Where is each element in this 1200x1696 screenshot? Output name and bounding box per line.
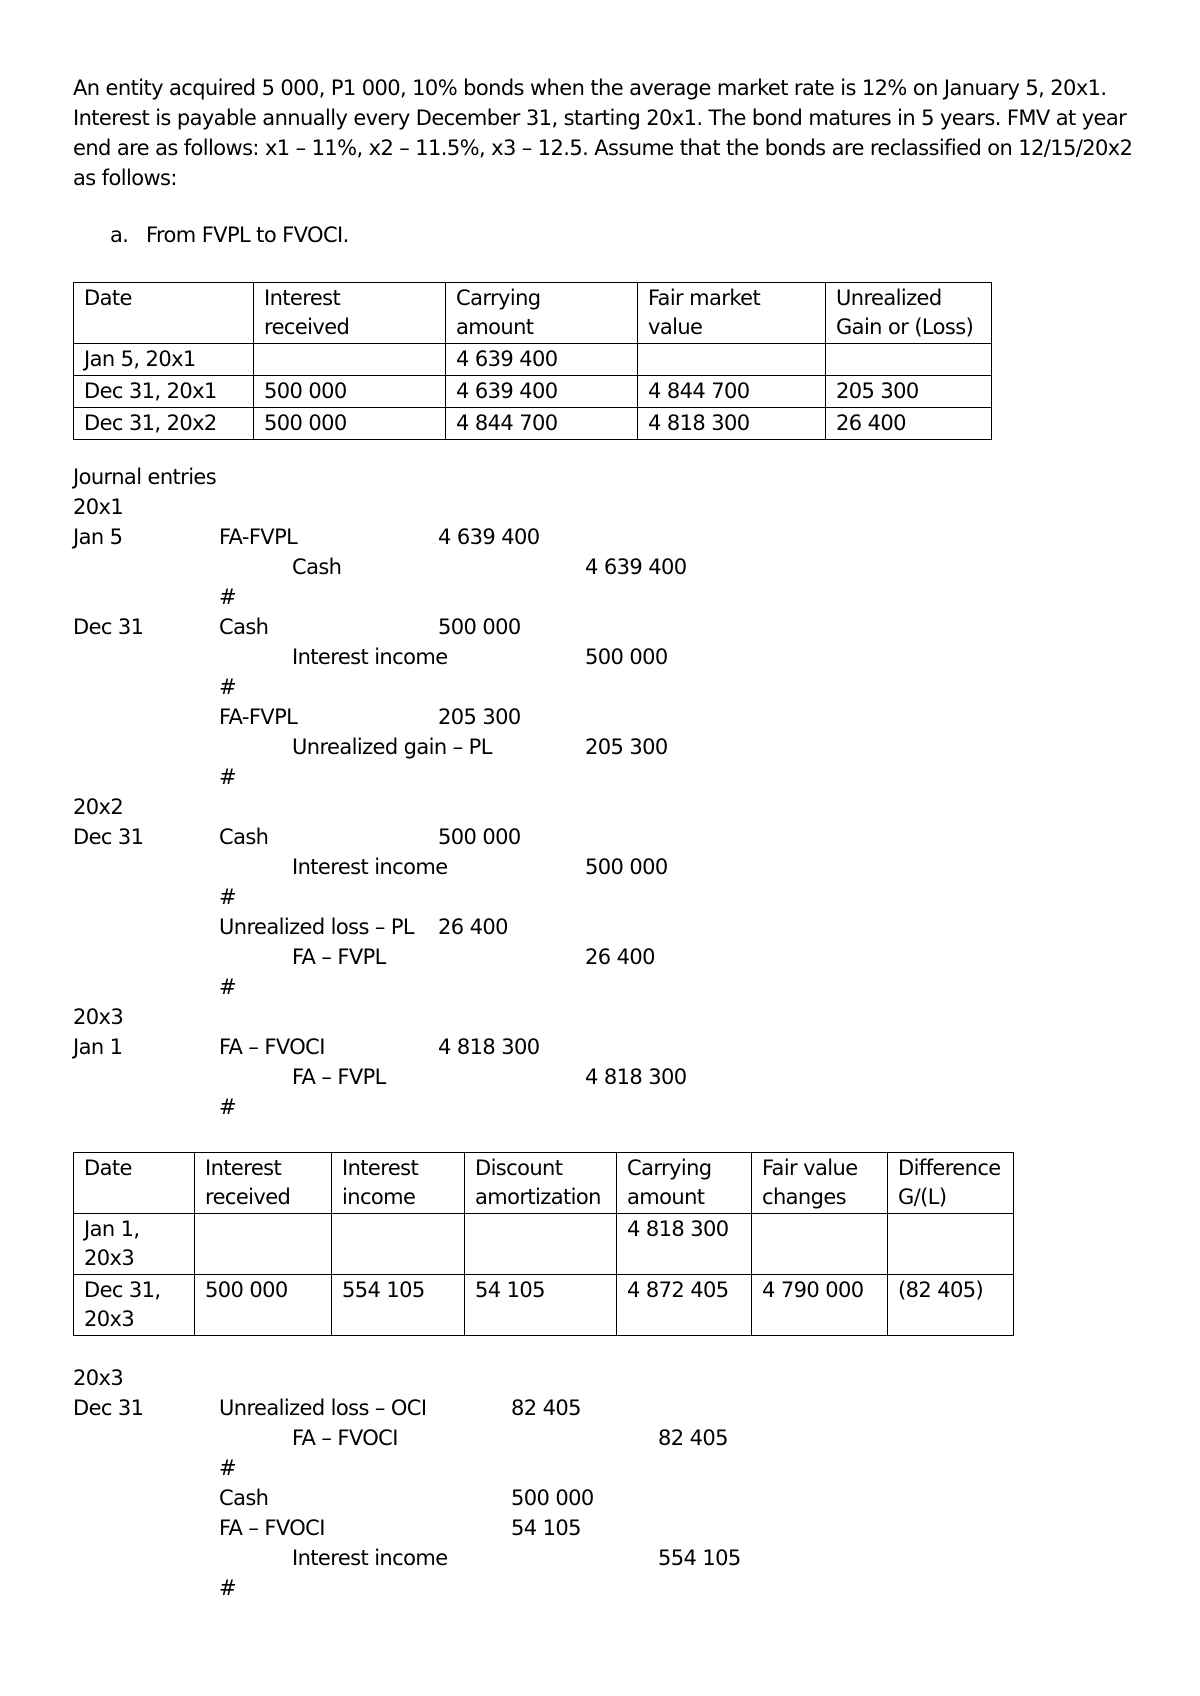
table1-cell-line: 4 818 300 [648,411,750,435]
list-item-a [110,223,349,247]
table2-header-line: Interest [205,1156,282,1180]
journal-debit-account: FA-FVPL [219,525,298,549]
table2-header-line: received [205,1185,291,1209]
journal-debit-amount: 4 818 300 [438,1035,540,1059]
table2-header-line: changes [762,1185,847,1209]
table1-cell-line: 26 400 [836,411,906,435]
journal-credit-amount: 205 300 [585,735,668,759]
journal-debit-amount: 54 105 [511,1516,581,1540]
table1-header-line: Carrying [456,286,541,310]
journal-debit-amount: 26 400 [438,915,508,939]
journal-date: Dec 31 [73,1396,144,1420]
table2-header-row [74,1153,1014,1214]
table2-header-cell [752,1153,888,1214]
journal-credit-account: Cash [292,555,342,579]
table2-cell-line [898,1215,1003,1244]
table2-header-line: amortization [475,1185,601,1209]
table2-header-line: Discount [475,1156,563,1180]
journal-credit-account: Unrealized gain – PL [292,735,492,759]
table2-cell-line: 4 818 300 [627,1217,729,1241]
table1-row [74,408,992,440]
table2-cell-line: 4 790 000 [762,1278,864,1302]
table2-cell [332,1275,465,1336]
journal-credit-account: FA – FVOCI [292,1426,398,1450]
journal-separator: # [219,765,236,789]
table1-cell-line: 4 844 700 [648,379,750,403]
table2-header-line: income [342,1185,416,1209]
table1-header-row [74,283,992,344]
table2-cell [752,1275,888,1336]
journal-debit-account: Cash [219,1486,269,1510]
table1-header-cell [254,283,446,344]
table1-header-line: received [264,315,350,339]
table1-cell-line: Dec 31, 20x1 [84,379,217,403]
table1-header-cell [74,283,254,344]
fvoci-table [73,1152,1014,1336]
table2-row [74,1275,1014,1336]
table1-cell-line: 4 844 700 [456,411,558,435]
journal-credit-amount: 82 405 [658,1426,728,1450]
table1-cell [254,408,446,440]
journal-separator: # [219,1095,236,1119]
table2-header-cell [74,1153,195,1214]
table1-cell [254,344,446,376]
journal-date: Dec 31 [73,615,144,639]
table2-cell [195,1275,332,1336]
table2-cell-line: 4 872 405 [627,1278,729,1302]
table2-cell [465,1275,617,1336]
journal-credit-amount: 500 000 [585,645,668,669]
journal-credit-account: Interest income [292,1546,448,1570]
journal-debit-amount: 500 000 [511,1486,594,1510]
table1-cell-line [264,345,435,374]
journal-debit-account: FA – FVOCI [219,1516,325,1540]
table2-header-line [84,1183,184,1212]
fvpl-table [73,282,992,440]
journal-separator: # [219,885,236,909]
journal-credit-account: FA – FVPL [292,1065,386,1089]
table1-cell [446,376,638,408]
journal-date: 20x3 [73,1005,124,1029]
table1-cell-line: Jan 5, 20x1 [84,347,196,371]
table1-header-line: amount [456,315,534,339]
table2-header-cell [617,1153,752,1214]
table1-cell-line: Dec 31, 20x2 [84,411,217,435]
journal-debit-account: Unrealized loss – PL [219,915,415,939]
journal-debit-account: FA-FVPL [219,705,298,729]
journal-separator: # [219,675,236,699]
table1-header-line: Fair market [648,286,761,310]
table2-cell [888,1214,1014,1275]
table1-cell [74,344,254,376]
journal-credit-amount: 500 000 [585,855,668,879]
table1-cell [638,376,826,408]
table1-row [74,344,992,376]
table1-row [74,376,992,408]
table1-cell-line: 4 639 400 [456,347,558,371]
table1-cell [74,376,254,408]
table2-cell-line [475,1215,606,1244]
journal-credit-account: Interest income [292,645,448,669]
table2-cell [465,1214,617,1275]
journal-credit-amount: 26 400 [585,945,655,969]
table2-cell [332,1214,465,1275]
journal-debit-account: Unrealized loss – OCI [219,1396,427,1420]
journal-credit-account: Interest income [292,855,448,879]
journal-separator: # [219,975,236,999]
table2-header-line: G/(L) [898,1185,947,1209]
table1-header-line: Interest [264,286,341,310]
table1-cell-line: 205 300 [836,379,919,403]
table1-header-line: Gain or (Loss) [836,315,974,339]
table1-cell [638,408,826,440]
table2-header-line: Difference [898,1156,1001,1180]
table2-row [74,1214,1014,1275]
table1-cell-line [836,345,981,374]
table1-cell-line: 500 000 [264,411,347,435]
journal-separator: # [219,1456,236,1480]
table2-cell [195,1214,332,1275]
list-item-text: From FVPL to FVOCI. [146,223,349,247]
table1-cell-line: 500 000 [264,379,347,403]
table2-header-cell [888,1153,1014,1214]
table2-cell [617,1275,752,1336]
table2-cell [74,1214,195,1275]
table2-cell-line: 20x3 [84,1246,135,1270]
table2-cell [888,1275,1014,1336]
journal-debit-account: Cash [219,615,269,639]
table2-cell [617,1214,752,1275]
journal-debit-amount: 4 639 400 [438,525,540,549]
table1-header-cell [638,283,826,344]
table2-header-line: Interest [342,1156,419,1180]
table1-header-line [84,313,243,342]
problem-statement: An entity acquired 5 000, P1 000, 10% bonds when the average market rate is 12% on January 5, 20x1. Interest is payable annually every December 31, starting 20x1. The bond matures in 5 years. FMV at year end are as follows: x1 – 11%, x2 – 11.5%, x3 – 12.5. Assume that the bonds are reclassified on 12/15/20x2 as follows: [73,76,1133,190]
table2-header-line: amount [627,1185,705,1209]
table1-cell [446,344,638,376]
table1-header-line: value [648,315,703,339]
table1-cell [638,344,826,376]
table2-cell [74,1275,195,1336]
list-marker: a. [110,223,129,247]
table1-cell [826,408,992,440]
table2-cell-line: Dec 31, [84,1278,161,1302]
journal-credit-amount: 4 818 300 [585,1065,687,1089]
table2-header-cell [195,1153,332,1214]
table1-cell-line [648,345,815,374]
table2-cell-line: 500 000 [205,1278,288,1302]
journal-separator: # [219,585,236,609]
table1-cell-line: 4 639 400 [456,379,558,403]
table2-cell-line [205,1215,321,1244]
table2-header-cell [332,1153,465,1214]
journal-date: 20x2 [73,795,124,819]
table2-cell-line: (82 405) [898,1278,984,1302]
table2-cell [752,1214,888,1275]
table1-cell [826,376,992,408]
table2-header-line: Fair value [762,1156,858,1180]
journal-date: Jan 5 [73,525,123,549]
table1-header-line: Unrealized [836,286,942,310]
journal-debit-amount: 500 000 [438,825,521,849]
journal-date: Jan 1 [73,1035,123,1059]
table2-header-line: Carrying [627,1156,712,1180]
table1-cell [254,376,446,408]
table1-header-cell [826,283,992,344]
journal-debit-account: FA – FVOCI [219,1035,325,1059]
journal-debit-amount: 82 405 [511,1396,581,1420]
journal-debit-amount: 500 000 [438,615,521,639]
table2-cell-line: 54 105 [475,1278,545,1302]
table2-header-line: Date [84,1156,132,1180]
table2-cell-line: Jan 1, [84,1217,140,1241]
table2-cell-line: 554 105 [342,1278,425,1302]
journal-debit-amount: 205 300 [438,705,521,729]
table1-header-line: Date [84,286,132,310]
table2-cell-line [342,1215,454,1244]
journal-credit-amount: 4 639 400 [585,555,687,579]
journal-debit-account: Cash [219,825,269,849]
table2-cell-line [762,1215,877,1244]
table1-cell [446,408,638,440]
journal-separator: # [219,1576,236,1600]
journal-heading: Journal entries [73,465,217,489]
table1-cell [826,344,992,376]
table1-header-cell [446,283,638,344]
journal-credit-amount: 554 105 [658,1546,741,1570]
journal-credit-account: FA – FVPL [292,945,386,969]
journal-date: 20x3 [73,1366,124,1390]
table2-cell-line: 20x3 [84,1307,135,1331]
table1-cell [74,408,254,440]
journal-date: Dec 31 [73,825,144,849]
journal-date: 20x1 [73,495,124,519]
table2-header-cell [465,1153,617,1214]
